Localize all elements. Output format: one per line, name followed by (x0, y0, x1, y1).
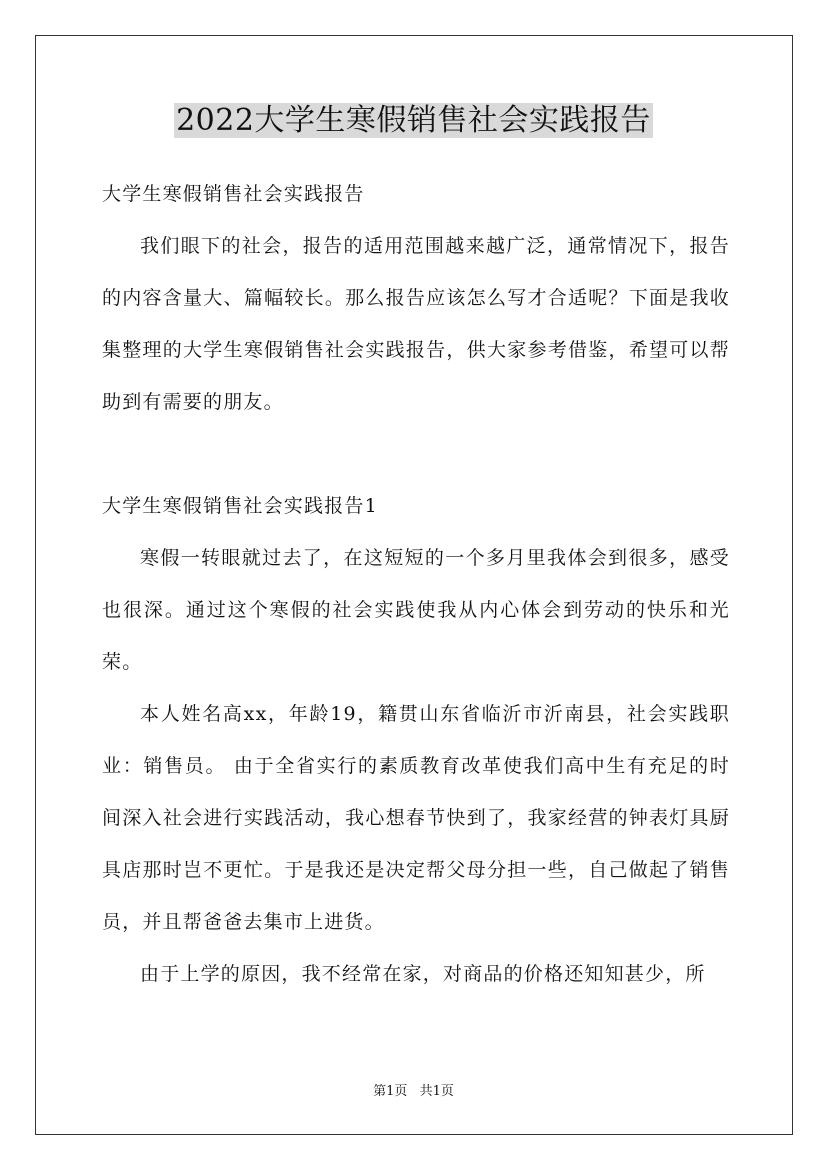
page-footer (0, 1082, 827, 1102)
document-body (102, 168, 730, 1000)
section-heading-1: 大学生寒假销售社会实践报告1 (102, 495, 378, 517)
page-total: 共1页 (419, 1084, 454, 1099)
document-title (0, 100, 827, 142)
body-paragraph-3: 由于上学的原因，我不经常在家，对商品的价格还知知甚少，所 (140, 963, 706, 985)
body-paragraph-2: 本人姓名高xx，年龄19，籍贯山东省临沂市沂南县，社会实践职业：销售员。 由于全省实行的素质教育改革使我们高中生有充足的时间深入社会进行实践活动，我心想春节快到了，我家经营的钟表灯具厨具店那时岂不更忙。于是我还是决定帮父母分担一些，自己做起了销售员，并且帮爸爸去集市上进货。 (102, 703, 730, 933)
subtitle-heading: 大学生寒假销售社会实践报告 (102, 183, 365, 205)
page-number: 第1页 (373, 1084, 408, 1099)
body-paragraph-1: 寒假一转眼就过去了，在这短短的一个多月里我体会到很多，感受也很深。通过这个寒假的社会实践使我从内心体会到劳动的快乐和光荣。 (102, 547, 730, 673)
paragraph-spacer (102, 428, 730, 480)
title-text: 2022大学生寒假销售社会实践报告 (176, 103, 651, 138)
intro-paragraph: 我们眼下的社会，报告的适用范围越来越广泛，通常情况下，报告的内容含量大、篇幅较长。那么报告应该怎么写才合适呢？下面是我收集整理的大学生寒假销售社会实践报告，供大家参考借鉴，希望可以帮助到有需要的朋友。 (102, 235, 730, 413)
